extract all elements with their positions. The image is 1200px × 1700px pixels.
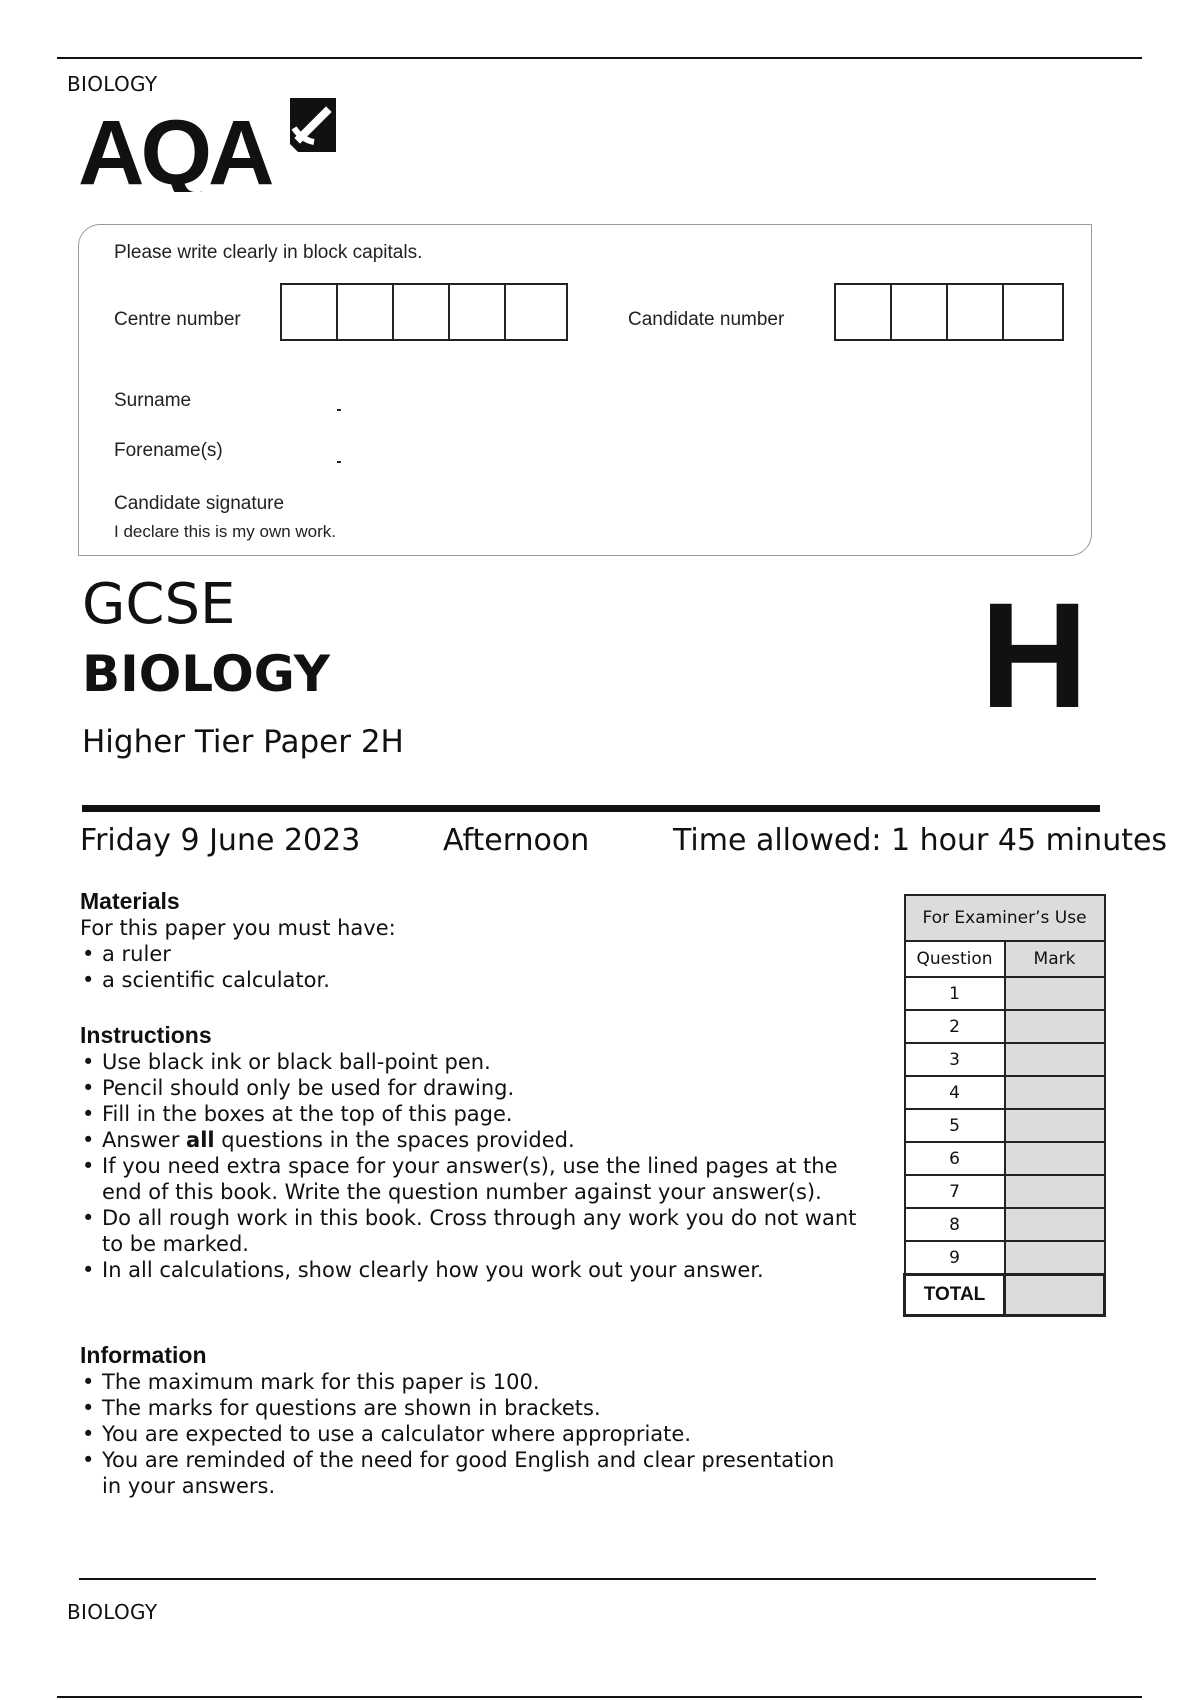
list-item: • a scientific calculator. <box>80 967 860 993</box>
mark-cell[interactable] <box>1005 1142 1105 1175</box>
list-item: • Fill in the boxes at the top of this page. <box>80 1101 860 1127</box>
list-item: • Use black ink or black ball-point pen. <box>80 1049 860 1075</box>
title-rule <box>82 805 1100 812</box>
mark-cell[interactable] <box>1005 1076 1105 1109</box>
list-item: • If you need extra space for your answer(s), use the lined pages at the end of this book. Write the question number against your answer(s). <box>80 1153 860 1205</box>
instructions-section <box>80 1022 860 1283</box>
total-mark-cell[interactable] <box>1005 1275 1105 1316</box>
materials-section <box>80 888 860 993</box>
information-section <box>80 1342 860 1499</box>
candidate-number-label: Candidate number <box>628 309 785 330</box>
mark-cell[interactable] <box>1005 1010 1105 1043</box>
tier-letter: H <box>980 571 1089 739</box>
table-row <box>905 1241 1105 1275</box>
materials-intro: For this paper you must have: <box>80 916 396 940</box>
centre-digit-box[interactable] <box>394 285 450 339</box>
mark-cell[interactable] <box>1005 1208 1105 1241</box>
declaration-text: I declare this is my own work. <box>114 522 337 541</box>
qualification-title: GCSE <box>82 572 236 637</box>
table-row <box>905 1043 1105 1076</box>
centre-number-field[interactable] <box>280 283 568 341</box>
question-number: 6 <box>905 1142 1005 1175</box>
list-item: • Pencil should only be used for drawing. <box>80 1075 860 1101</box>
question-number: 3 <box>905 1043 1005 1076</box>
aqa-logo <box>78 96 348 192</box>
mark-cell[interactable] <box>1005 1109 1105 1142</box>
list-item: • In all calculations, show clearly how you work out your answer. <box>80 1257 860 1283</box>
candidate-digit-box[interactable] <box>892 285 948 339</box>
svg-text:AQA: AQA <box>78 102 271 192</box>
aqa-logo-graphic <box>78 96 348 192</box>
forename-field[interactable] <box>337 461 341 463</box>
mark-cell[interactable] <box>1005 1241 1105 1275</box>
centre-digit-box[interactable] <box>450 285 506 339</box>
forename-label: Forename(s) <box>114 440 223 461</box>
question-number: 1 <box>905 977 1005 1010</box>
subject-title: BIOLOGY <box>82 645 330 703</box>
examiner-use-title: For Examiner’s Use <box>905 895 1105 941</box>
candidate-number-field[interactable] <box>834 283 1064 341</box>
examiner-use-table <box>903 894 1106 1317</box>
materials-heading: Materials <box>80 888 180 914</box>
question-number: 4 <box>905 1076 1005 1109</box>
question-number: 5 <box>905 1109 1005 1142</box>
exam-date: Friday 9 June 2023 <box>80 823 361 858</box>
surname-field[interactable] <box>337 409 341 411</box>
block-capitals-instruction: Please write clearly in block capitals. <box>114 242 423 263</box>
list-item: • You are expected to use a calculator where appropriate. <box>80 1421 860 1447</box>
mark-column-header: Mark <box>1005 941 1105 977</box>
question-number: 9 <box>905 1241 1005 1275</box>
footer-subject-label: BIOLOGY <box>67 1600 158 1624</box>
list-item: • Answer all questions in the spaces provided. <box>80 1127 860 1153</box>
centre-digit-box[interactable] <box>282 285 338 339</box>
question-number: 2 <box>905 1010 1005 1043</box>
table-row <box>905 977 1105 1010</box>
centre-digit-box[interactable] <box>506 285 562 339</box>
table-row <box>905 1010 1105 1043</box>
list-item: • a ruler <box>80 941 860 967</box>
information-list <box>80 1369 860 1499</box>
bottom-rule <box>57 1696 1142 1698</box>
mark-cell[interactable] <box>1005 1043 1105 1076</box>
table-row <box>905 1208 1105 1241</box>
candidate-digit-box[interactable] <box>948 285 1004 339</box>
table-row <box>905 1175 1105 1208</box>
list-item: • The marks for questions are shown in brackets. <box>80 1395 860 1421</box>
header-subject-label: BIOLOGY <box>67 72 158 96</box>
information-heading: Information <box>80 1342 207 1368</box>
question-number: 8 <box>905 1208 1005 1241</box>
exam-session: Afternoon <box>443 823 590 858</box>
paper-title: Higher Tier Paper 2H <box>82 724 404 760</box>
instructions-heading: Instructions <box>80 1022 212 1048</box>
table-row <box>905 1142 1105 1175</box>
total-label: TOTAL <box>905 1275 1005 1316</box>
time-allowed: Time allowed: 1 hour 45 minutes <box>673 823 1168 858</box>
centre-number-label: Centre number <box>114 309 241 330</box>
mark-cell[interactable] <box>1005 977 1105 1010</box>
materials-list <box>80 941 860 993</box>
instructions-list <box>80 1049 860 1283</box>
list-item: • You are reminded of the need for good English and clear presentation in your answers. <box>80 1447 860 1499</box>
top-rule <box>57 57 1142 59</box>
question-column-header: Question <box>905 941 1005 977</box>
candidate-signature-label: Candidate signature <box>114 493 285 514</box>
centre-digit-box[interactable] <box>338 285 394 339</box>
list-item: • Do all rough work in this book. Cross through any work you do not want to be marked. <box>80 1205 860 1257</box>
list-item: • The maximum mark for this paper is 100. <box>80 1369 860 1395</box>
table-row <box>905 1109 1105 1142</box>
table-row <box>905 1076 1105 1109</box>
surname-label: Surname <box>114 390 192 411</box>
question-number: 7 <box>905 1175 1005 1208</box>
candidate-digit-box[interactable] <box>836 285 892 339</box>
candidate-digit-box[interactable] <box>1004 285 1060 339</box>
mark-cell[interactable] <box>1005 1175 1105 1208</box>
footer-rule <box>79 1578 1096 1580</box>
